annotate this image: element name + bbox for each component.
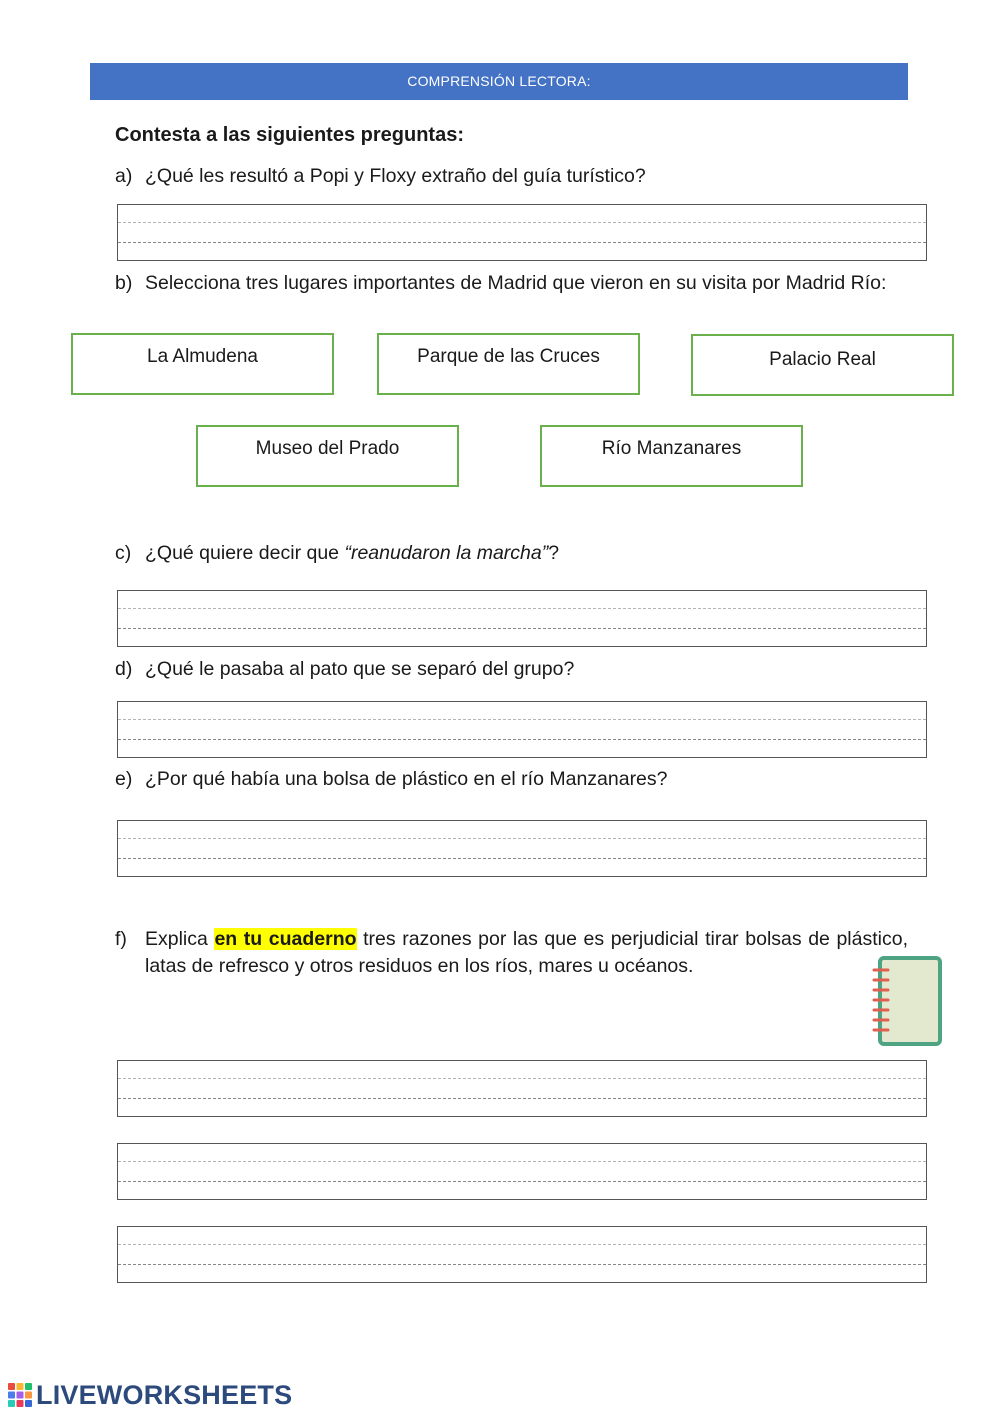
instruction-heading: Contesta a las siguientes preguntas: xyxy=(115,124,464,146)
question-letter: a) xyxy=(115,165,133,187)
option-label: Museo del Prado xyxy=(255,438,400,459)
option-la-almudena[interactable] xyxy=(71,333,334,395)
question-text xyxy=(145,540,908,567)
answer-line xyxy=(118,222,926,223)
question-e xyxy=(115,766,908,793)
answer-box-f2[interactable] xyxy=(117,1143,927,1200)
question-text-part: Explica xyxy=(145,928,215,950)
question-text xyxy=(145,926,908,980)
option-parque-de-las-cruces[interactable] xyxy=(377,333,640,395)
question-text: ¿Por qué había una bolsa de plástico en el río Manzanares? xyxy=(145,768,668,790)
answer-line xyxy=(118,1244,926,1245)
answer-box-d[interactable] xyxy=(117,701,927,758)
question-f xyxy=(115,926,908,980)
question-letter: d) xyxy=(115,658,133,680)
answer-line xyxy=(118,608,926,609)
question-c xyxy=(115,540,908,567)
answer-box-c[interactable] xyxy=(117,590,927,647)
question-text-part: ? xyxy=(548,542,560,564)
option-rio-manzanares[interactable] xyxy=(540,425,803,487)
question-text-part: ¿Qué quiere decir que xyxy=(145,542,345,564)
question-d xyxy=(115,656,908,683)
question-a xyxy=(115,163,908,190)
answer-line xyxy=(118,1161,926,1162)
question-letter: e) xyxy=(115,768,133,790)
answer-box-f1[interactable] xyxy=(117,1060,927,1117)
answer-line xyxy=(118,1098,926,1099)
option-label: Parque de las Cruces xyxy=(417,346,600,367)
option-label: Río Manzanares xyxy=(601,438,742,459)
question-text-part: tres razones por las que es perjudicial tirar bolsas de plástico, latas de refresco y otros residuos en los ríos, mares u océanos. xyxy=(145,928,909,977)
option-label: Palacio Real xyxy=(769,349,876,370)
quoted-phrase: “reanudaron la marcha” xyxy=(344,542,549,564)
option-label: La Almudena xyxy=(147,346,258,367)
answer-box-a[interactable] xyxy=(117,204,927,261)
option-palacio-real[interactable] xyxy=(691,334,954,396)
answer-line xyxy=(118,858,926,859)
answer-line xyxy=(118,719,926,720)
question-letter: c) xyxy=(115,542,132,564)
question-text: Selecciona tres lugares importantes de Madrid que vieron en su visita por Madrid Río: xyxy=(145,272,887,294)
answer-line xyxy=(118,739,926,740)
answer-line xyxy=(118,1181,926,1182)
answer-line xyxy=(118,838,926,839)
option-museo-del-prado[interactable] xyxy=(196,425,459,487)
section-title: COMPRENSIÓN LECTORA: xyxy=(407,73,591,89)
answer-line xyxy=(118,1078,926,1079)
brand-name: LIVEWORKSHEETS xyxy=(36,1380,293,1410)
question-letter: b) xyxy=(115,272,133,294)
question-text: ¿Qué les resultó a Popi y Floxy extraño del guía turístico? xyxy=(145,165,646,187)
question-b xyxy=(115,270,908,297)
answer-line xyxy=(118,1264,926,1265)
answer-box-e[interactable] xyxy=(117,820,927,877)
highlighted-phrase: en tu cuaderno xyxy=(214,928,357,950)
answer-line xyxy=(118,628,926,629)
section-header-banner xyxy=(90,63,908,100)
question-text: ¿Qué le pasaba al pato que se separó del grupo? xyxy=(145,658,575,680)
answer-box-f3[interactable] xyxy=(117,1226,927,1283)
liveworksheets-logo-icon xyxy=(8,1383,32,1407)
question-letter: f) xyxy=(115,928,127,950)
notebook-icon xyxy=(872,955,944,1047)
answer-line xyxy=(118,242,926,243)
